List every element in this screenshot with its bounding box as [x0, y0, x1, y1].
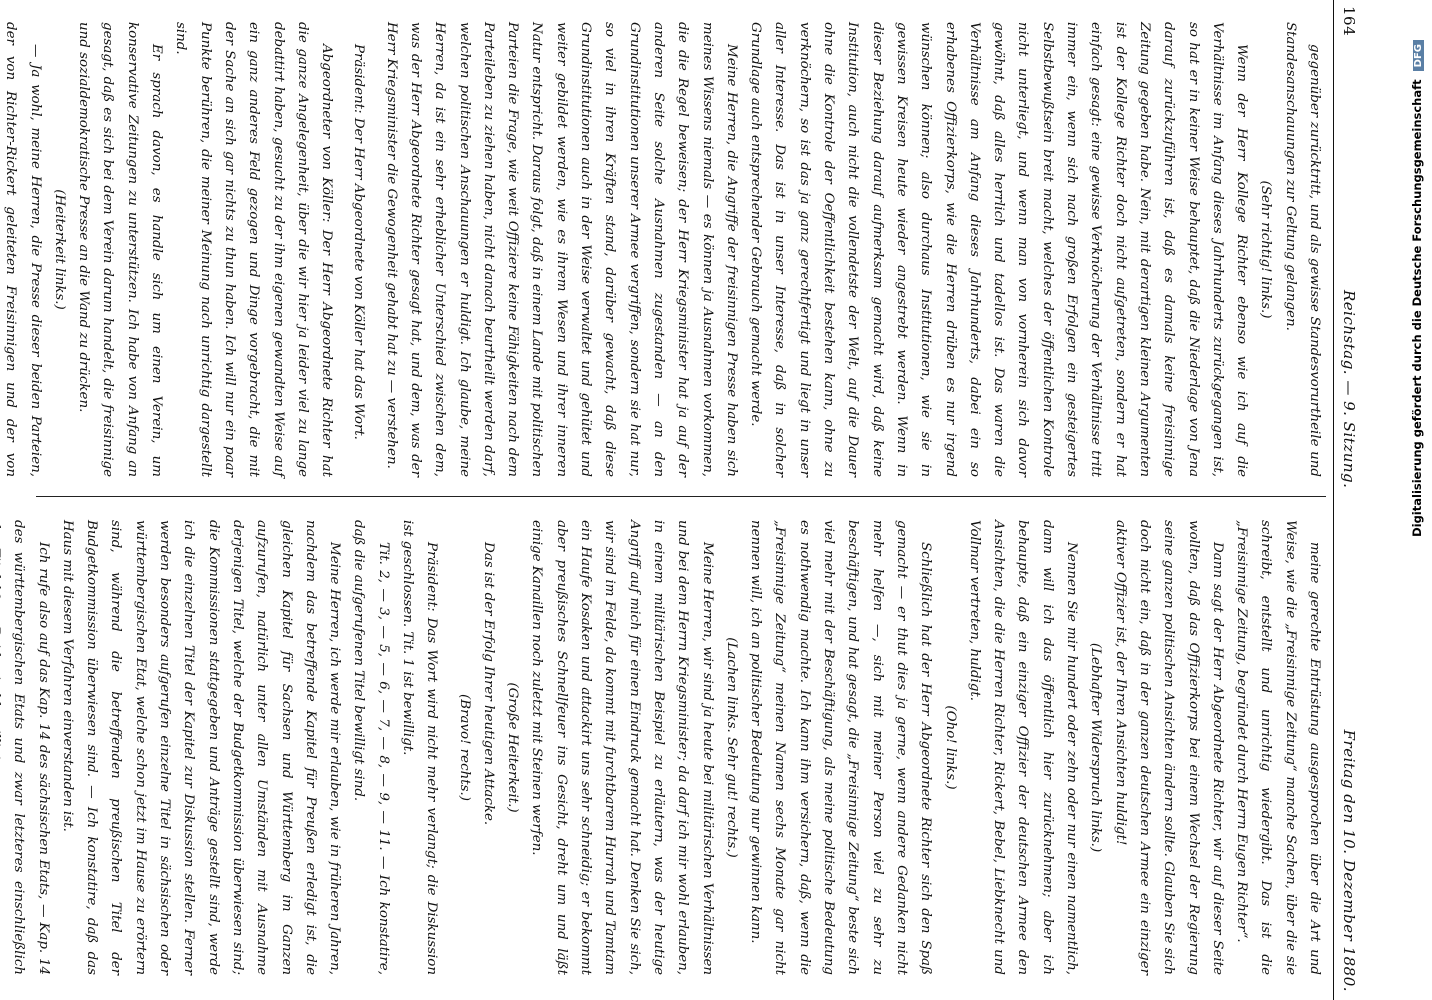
- stage-direction: (Große Heiterkeit.): [505, 682, 521, 813]
- stage-direction: (Heiterkeit links.): [51, 189, 67, 310]
- paragraph: Abgeordneter von Köller: Der Herr Abgeordnete Richter hat die ganze Angelegenheit, über die wir hier ja leider viel zu lange debattirt haben, gesucht zu der ihm eigenen gewandten Weise auf ein ganz anderes Feld gezogen und Dinge vorgebracht, die mit der Sache an sich gar nichts zu thun haben. Ich will nur ein paar Punkte berühren, die meiner Meinung nach unrichtig dargestellt sind.: [173, 22, 335, 477]
- paragraph: Nennen Sie mir hundert oder zehn oder nur einen namentlich, dann will ich das öffentlich hier zurücknehmen; aber ich behaupte, daß ein einziger Offizier der deutschen Armee den Ansichten, die die Herren Richter, Rickert, Bebel, Liebknecht und Vollmar vertreten, huldigt.: [966, 520, 1080, 975]
- paragraph: Dann sagt der Herr Abgeordnete Richter, wir auf dieser Seite wollten, daß das Offizierkorps bei einem Wechsel der Regierung seine ganzen politischen Ansichten ändern sollte. Glauben Sie sich doch nicht ein, daß in der ganzen deutschen Armee ein einziger aktiver Offizier ist, der Ihren Ansichten huldigt!: [1112, 520, 1225, 975]
- footer-credit-text: [1410, 40, 1432, 960]
- paragraph: Meine Herren, ich werde mir erlauben, wie in früheren Jahren, nachdem das betreffende Kapitel für Preußen erledigt ist, die gleichen Kapitel für Sachsen und Württemberg im Ganzen aufzurufen, natürlich unter allen Umständen mit Ausnahme derjenigen Titel, welche der Budgetkommission überwiesen sind; die Kommissionen stattgegeben und Anträge gestellt sind, werde ich die einzelnen Titel der Kapitel zur Diskussion stellen. Ferner werden besonders aufgerufen einzelne Titel in sächsischen oder württembergischen Etat, welche schon jetzt im Hause zu erörtern sind, während die betreffenden preußischen Titel der Budgetkommission überwiesen sind. — Ich konstatire, daß das Haus mit diesem Verfahren einverstanden ist.: [59, 520, 343, 975]
- dfg-logo: DFG: [1413, 40, 1424, 71]
- paragraph: Meine Herren, wir sind ja heute bei militärischen Verhältnissen und bei dem Herrn Kriegsminister; da darf ich mir wohl erlauben, in einem militärischen Beispiel zu erläutern, was der heutige Angriff auf mich für einen Eindruck gemacht hat. Denken Sie sich, wir sind im Felde, da kommt mit furchtbarem Hurrah und Tamtam ein Haufe Kosaken und attackirt uns sehr schneidig; er bekommt aber preußisches Schnellfeuer ins Gesicht, dreht um und läßt einige Kanaillen noch zuletzt mit Steinen werfen.: [529, 520, 715, 975]
- paragraph: Ich rufe also auf das Kap. 14 des sächsischen Etats, — Kap. 14 des württembergischen Etats und zwar letzteres einschließlich: [11, 520, 51, 975]
- paragraph: Schließlich hat der Herr Abgeordnete Richter sich den Spaß gemacht — er thut dies ja gerne, wenn andere Gedanken nicht mehr helfen —, sich mit meiner Person viel zu sehr zu beschäftigen, und hat gesagt, die „Freisinnige Zeitung“ beste sich viel mehr mit der Beschäftigung, als meine politische Bedeutung es nothwendig machte. Ich kann ihm versichern, daß, wenn die „Freisinnige Zeitung“ meinen Namen sechs Monate gar nicht nennen will, ich an politischer Bedeutung nur gewinnen kann.: [748, 520, 934, 975]
- paragraph: Er sprach davon, es handle sich um einen Verein, um konservative Zeitungen zu unterstützen. Ich habe von Anfang an gesagt, daß es sich bei dem Verein darum handelt, die freisinnige und sozialdemokratische Presse an die Wand zu drücken.: [76, 22, 165, 477]
- right-column: [11, 520, 1326, 975]
- stage-direction: (Lebhafter Widerspruch links.): [1088, 642, 1104, 853]
- credit-line: Digitalisierung gefördert durch die Deutsche Forschungsgemeinschaft: [1410, 79, 1424, 537]
- page-number: 164: [1340, 6, 1358, 37]
- stage-direction: (Oho! links.): [942, 705, 958, 790]
- session-date: Freitag den 10. Dezember 1880.: [1340, 729, 1358, 992]
- paragraph-gap: [443, 520, 451, 975]
- paragraph: — Ja wohl, meine Herren, die Presse dieser beiden Parteien, der von Richter-Rickert geleiteten Freisinnigen und der von: [3, 22, 43, 477]
- column-divider: [36, 496, 1326, 497]
- paragraph: Präsident: Das Wort wird nicht mehr verlangt; die Diskussion ist geschlossen. Tit. 1 ist bewilligt.: [400, 520, 440, 975]
- stage-direction: (Bravo! rechts.): [456, 694, 472, 801]
- paragraph: Präsident: Der Herr Abgeordnete von Köller hat das Wort.: [351, 44, 367, 440]
- page-header: [1333, 0, 1362, 1000]
- left-column: [3, 22, 1326, 477]
- stage-direction: (Sehr richtig! links.): [1258, 180, 1274, 319]
- paragraph: Das ist der Erfolg Ihrer heutigen Attacke.: [480, 542, 496, 826]
- paragraph: Wenn der Herr Kollege Richter ebenso wie ich auf die Verhältnisse im Anfang dieses Jahrhunderts zurückgegangen ist, so hat er in keiner Weise behauptet, daß die Niederlage von Jena darauf zurückzuführen ist, daß es damals keine freisinnige Zeitung gegeben habe. Nein, mit derartigen kleinen Argumenten ist der Kollege Richter doch nicht aufgetreten, sondern er hat einfach gesagt: eine gewisse Verknöcherung der Verhältnisse tritt immer ein, wenn sich nach großen Erfolgen ein gesteigertes Selbstbewußtsein breit macht, welches der öffentlichen Kontrole nicht unterliegt, und wenn man von vornherein sich davor gewöhnt, daß alles herrlich und tadellos ist. Das waren die Verhältnisse am Anfang dieses Jahrhunderts, dabei ein so erhabenes Offizierkorps, wie die Herren drüben es nur irgend wünschen können; also durchaus Institutionen, wie sie in gewissen Kreisen heute wieder angestrebt werden. Wenn in dieser Beziehung darauf aufmerksam gemacht wird, daß keine Institution, auch nicht die vollendetste der Welt, auf die Dauer ohne die Kontrole der Oeffentlichkeit bestehen kann, ohne zu verknöchern, so ist das ja ganz gerechtfertigt und liegt in unser aller Interesse. Das ist in unser Interesse, daß in solcher Grundlage auch entsprechender Gebrauch gemacht werde.: [748, 22, 1250, 477]
- session-title: Reichstag. — 9. Sitzung.: [1340, 290, 1358, 489]
- paragraph: gegenüber zurücktritt, und als gewisse Standesvorurtheile und Standesanschauungen zur Geltung gelangen.: [1282, 22, 1322, 477]
- paragraph-gap: [370, 22, 378, 477]
- paragraph: meine gerechte Entrüstung ausgesprochen über die Art und Weise, wie die „Freisinnige Zeitung“ manche Sachen, über die sie schreibt, entstellt und unrichtig wiedergibt. Das ist die „Freisinnige Zeitung, begründet durch Herrn Eugen Richter“.: [1234, 520, 1322, 975]
- paragraph: Tit. 2, — 3, — 5, — 6, — 7, — 8, — 9, — 11. — Ich konstatire, daß die aufgerufenen Titel bewilligt sind.: [351, 520, 391, 975]
- paragraph-gap: [338, 22, 346, 477]
- stage-direction: (Lachen links. Sehr gut! rechts.): [723, 637, 739, 858]
- footer-credit: [1410, 40, 1432, 960]
- paragraph: Meine Herren, die Angriffe der freisinnigen Presse haben sich meines Wissens niemals — es können ja Ausnahmen vorkommen, die die Regel beweisen; der Herr Kriegsminister hat ja auf der anderen Seite solche Ausnahmen zugestanden — an den Grundinstitutionen unserer Armee vergriffen, sondern sie hat nur, so viel in ihren Kräften stand, darüber gewacht, daß diese Grundinstitutionen auch in der Weise verwaltet und gehütet und weiter gebildet werden, wie es ihrem Wesen und ihrer inneren Natur entspricht. Daraus folgt, daß in einem Lande mit politischen Parteien die Frage, wie weit Offiziere keine Fähigkeiten nach dem Parteileben zu ziehen haben, nicht danach beurtheilt werden darf, welchen politischen Anschauungen er huldigt. Ich glaube, meine Herren, da ist ein sehr erheblicher Unterschied zwischen dem, was der Herr Abgeordnete Richter gesagt hat, und dem, was der Herr Kriegsminister die Gewogenheit gehabt hat zu — verstehen.: [383, 22, 739, 477]
